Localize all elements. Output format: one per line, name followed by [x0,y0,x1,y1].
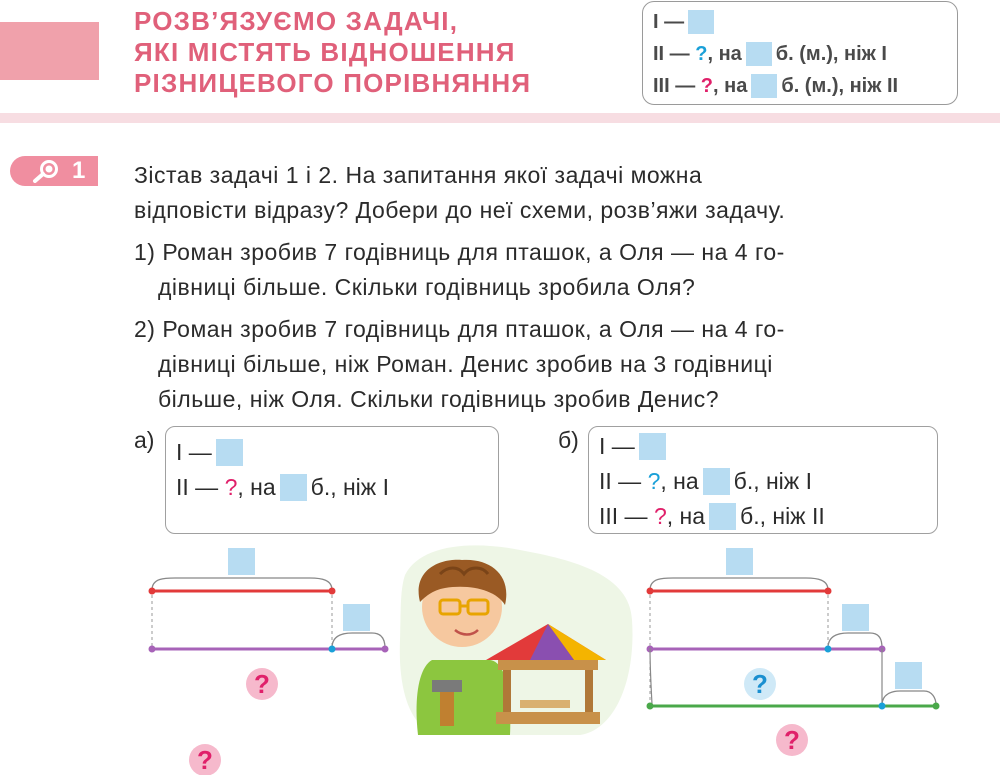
brace [332,633,385,648]
endpoint [329,646,336,653]
question-mark: ? [224,474,238,500]
problem-1-line-1: 1) Роман зробив 7 годівниць для пташок, а Оля — на 4 го- [134,239,785,265]
endpoint [647,588,654,595]
legend-row-1-label: І — [653,10,685,33]
endpoint [933,703,940,710]
legend-row-3-label: ІІІ — [653,74,696,97]
endpoint [879,703,886,710]
problem-1-line-2: дівниці більше. Скільки годівниць зробила Оля? [158,274,696,300]
hammer-handle [440,690,454,726]
question-mark: ? [254,669,270,699]
blank-box [895,662,922,689]
blank-box [228,548,255,575]
birdhouse-post [585,670,593,715]
boy-with-birdhouse-illustration [400,545,633,735]
task-number: 1 [72,157,86,184]
scheme-b-on: , на [666,503,706,529]
legend-row-2-end: б. (м.), ніж І [775,42,887,65]
endpoint [149,646,156,653]
problem-2-line-1: 2) Роман зробив 7 годівниць для пташок, а Оля — на 4 го- [134,316,785,342]
question-mark: ? [653,503,667,529]
brace [828,633,882,648]
scheme-a-label: а) [134,427,155,453]
roof-base [498,660,598,670]
endpoint [825,588,832,595]
brace [650,648,652,704]
question-mark: ? [700,74,714,97]
problem-2-line-2: дівниці більше, ніж Роман. Денис зробив на 3 годівниці [158,351,773,377]
segment-diagram-a [149,548,389,700]
question-mark: ? [197,745,213,775]
legend-on: , на [707,42,742,65]
scheme-b-row-3-label: ІІІ — [599,503,648,529]
question-mark: ? [752,669,768,699]
task-intro-line-1: Зістав задачі 1 і 2. На запитання якої задачі можна [134,162,703,188]
scheme-b-row-1-label: І — [599,433,635,459]
task-intro-line-2: відповісти відразу? Добери до неї схеми, розв’яжи задачу. [134,197,786,223]
endpoint [825,646,832,653]
title-line-3: РІЗНИЦЕВОГО ПОРІВНЯННЯ [134,68,532,98]
legend-row-3-end: б. (м.), ніж ІІ [781,74,899,97]
endpoint [647,703,654,710]
blank-box [842,604,869,631]
scheme-b-row-3-end: б., ніж ІІ [740,503,825,529]
brace [650,578,828,590]
title-line-2: ЯКІ МІСТЯТЬ ВІДНОШЕННЯ [134,37,516,67]
blank-box [343,604,370,631]
birdhouse-post [503,670,511,715]
scheme-a-row-1-label: І — [176,439,212,465]
scheme-a-on: , на [237,474,276,500]
birdhouse-seeds [520,700,570,708]
legend-row-2-label: ІІ — [653,42,690,65]
question-mark: ? [647,468,661,494]
question-mark: ? [695,42,708,65]
question-mark: ? [784,725,800,755]
title-line-1: РОЗВ’ЯЗУЄМО ЗАДАЧІ, [134,6,459,36]
segment-diagram-b [647,548,940,756]
hammer-head [432,680,462,692]
scheme-b-row-2-end: б., ніж І [733,468,812,494]
endpoint [382,646,389,653]
blank-box [726,548,753,575]
scheme-b-label: б) [558,427,579,453]
brace [882,691,936,705]
scheme-b-row-2-label: ІІ — [599,468,642,494]
legend-on: , на [713,74,748,97]
scheme-a-row-2-label: ІІ — [176,474,219,500]
endpoint [329,588,336,595]
scheme-b-on: , на [660,468,699,494]
problem-2-line-3: більше, ніж Оля. Скільки годівниць зробив Денис? [158,386,720,412]
scheme-a-row-2-end: б., ніж І [310,474,389,500]
brace [152,578,332,590]
birdhouse-floor [496,712,600,724]
endpoint [149,588,156,595]
